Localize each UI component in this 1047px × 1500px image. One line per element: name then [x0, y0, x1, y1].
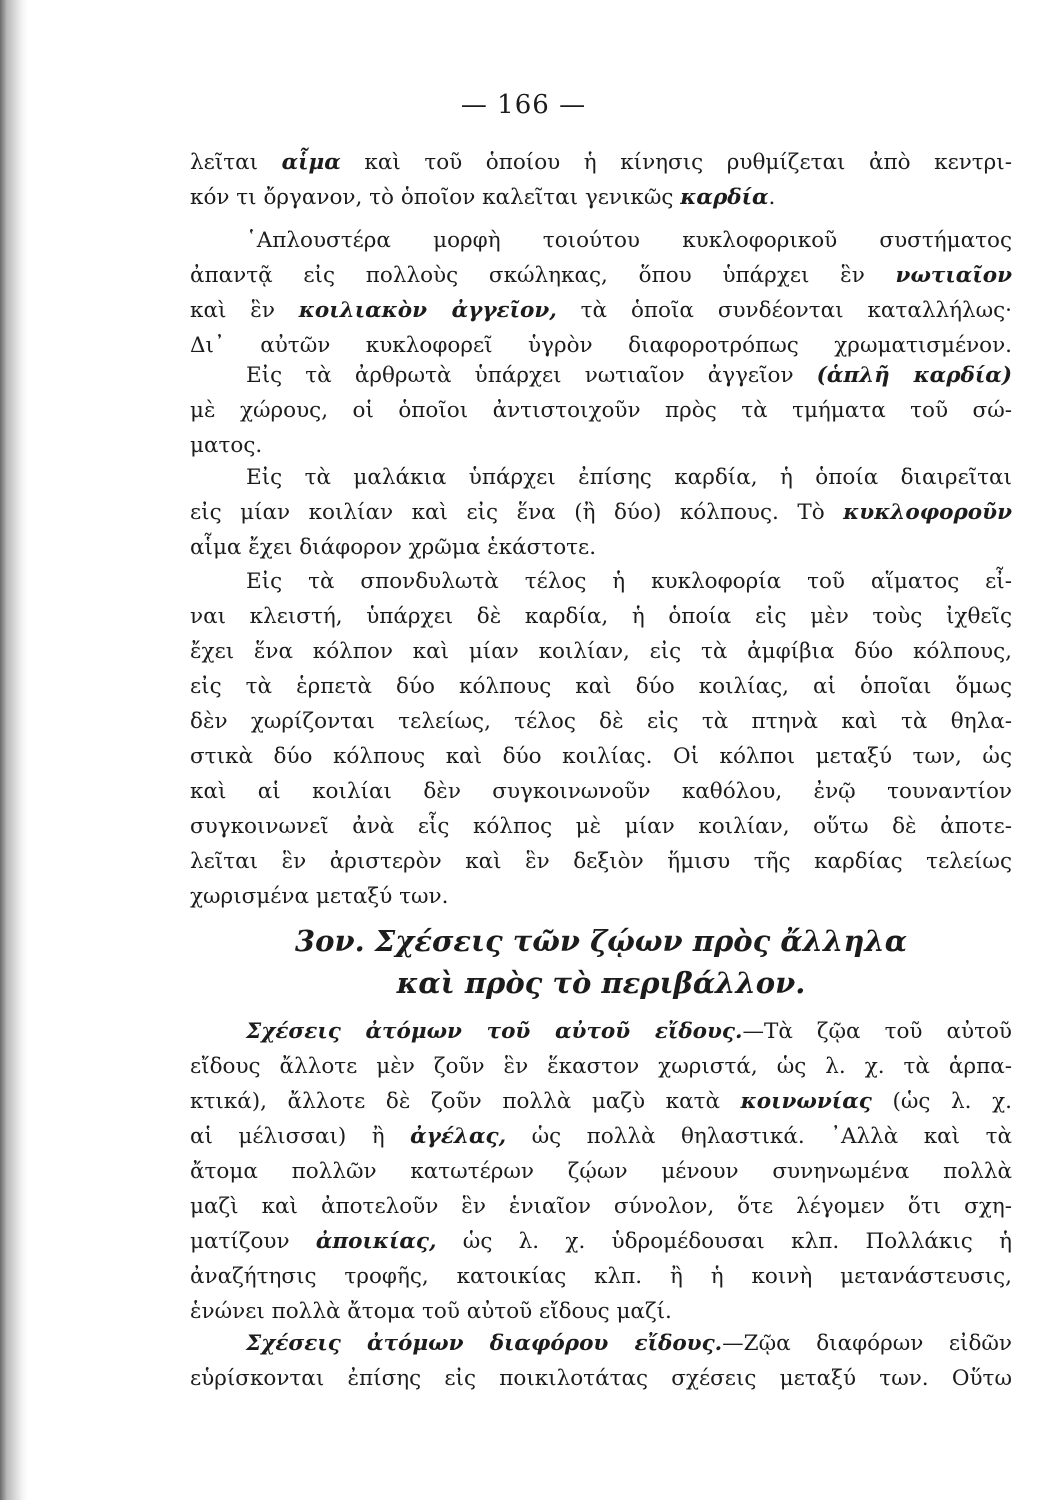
term-agelas: ἀγέλας,: [410, 1124, 507, 1149]
paragraph-vertebrates: [190, 564, 1012, 914]
paragraph-circulation-intro: [190, 145, 1012, 215]
subheading-same-species: Σχέσεις ἀτόμων τοῦ αὐτοῦ εἴδους.: [246, 1019, 743, 1044]
term-kardia: καρδία: [680, 185, 769, 210]
text-line: ἔχει ἕνα κόλπον καὶ μίαν κοιλίαν, εἰς τὰ ἀμφίβια δύο κόλπους,: [190, 639, 1012, 664]
text-line: εἴδους ἄλλοτε μὲν ζοῦν ἓν ἕκαστον χωριστά, ὡς λ. χ. τὰ ἁρπα-: [190, 1054, 1012, 1079]
term-apli-kardia: (ἁπλῆ καρδία): [816, 363, 1012, 388]
text-line: ματίζουν ἀποικίας, ὡς λ. χ. ὑδρομέδουσαι κλπ. Πολλάκις ἡ: [190, 1229, 1012, 1254]
text-line: ἄτομα πολλῶν κατωτέρων ζῴων μένουν συνηνωμένα πολλὰ: [190, 1159, 1012, 1184]
subheading-different-species: Σχέσεις ἀτόμων διαφόρου εἴδους.: [246, 1331, 723, 1356]
paragraph-arthropods: [190, 358, 1012, 463]
paragraph-different-species: [190, 1326, 1012, 1396]
text-line: Εἰς τὰ μαλάκια ὑπάρχει ἐπίσης καρδία, ἡ ὁποία διαιρεῖται: [246, 465, 1012, 490]
term-notiaion: νωτιαῖον: [895, 263, 1012, 288]
text-line: στικὰ δύο κόλπους καὶ δύο κοιλίας. Οἱ κόλποι μεταξύ των, ὡς: [190, 744, 1012, 769]
page-number: — 166 —: [460, 90, 587, 120]
text-line: εἰς μίαν κοιλίαν καὶ εἰς ἕνα (ἢ δύο) κόλπους. Τὸ κυκλοφοροῦν: [190, 500, 1012, 525]
text-line: εὑρίσκονται ἐπίσης εἰς ποικιλοτάτας σχέσεις μεταξύ των. Οὕτω: [190, 1366, 1012, 1391]
section-heading-line-1: 3ον. Σχέσεις τῶν ζῴων πρὸς ἄλληλα: [294, 924, 908, 958]
text-line: ναι κλειστή, ὑπάρχει δὲ καρδία, ἡ ὁποία εἰς μὲν τοὺς ἰχθεῖς: [190, 604, 1012, 629]
section-heading: [190, 920, 1012, 1004]
term-kykloforoun: κυκλοφοροῦν: [843, 500, 1012, 525]
text-line: κόν τι ὄργανον, τὸ ὁποῖον καλεῖται γενικῶς καρδία.: [190, 185, 776, 210]
page-binding-shadow: [0, 0, 28, 1500]
text-line: λεῖται ἓν ἀριστερὸν καὶ ἓν δεξιὸν ἥμισυ τῆς καρδίας τελείως: [190, 849, 1012, 874]
text-line: ἑνώνει πολλὰ ἄτομα τοῦ αὐτοῦ εἴδους μαζί.: [190, 1299, 672, 1324]
text-line: αἱ μέλισσαι) ἢ ἀγέλας, ὡς πολλὰ θηλαστικά. ᾿Αλλὰ καὶ τὰ: [190, 1124, 1012, 1149]
text-line: εἰς τὰ ἑρπετὰ δύο κόλπους καὶ δύο κοιλίας, αἱ ὁποῖαι ὅμως: [190, 674, 1012, 699]
text-line: χωρισμένα μεταξύ των.: [190, 884, 449, 909]
term-aima: αἷμα: [281, 150, 341, 175]
term-koiliakon-angeion: κοιλιακὸν ἀγγεῖον,: [298, 298, 557, 323]
text-line: Δι᾽ αὐτῶν κυκλοφορεῖ ὑγρὸν διαφοροτρόπως χρωματισμένον.: [190, 333, 1012, 358]
text-line: κτικά), ἄλλοτε δὲ ζοῦν πολλὰ μαζὺ κατὰ κοινωνίας (ὡς λ. χ.: [190, 1089, 1012, 1114]
term-apoikias: ἀποικίας,: [315, 1229, 437, 1254]
section-heading-line-2: καὶ πρὸς τὸ περιβάλλον.: [396, 966, 806, 1000]
text-line: Εἰς τὰ σπονδυλωτὰ τέλος ἡ κυκλοφορία τοῦ αἵματος εἶ-: [246, 569, 1012, 594]
text-line: μὲ χώρους, οἱ ὁποῖοι ἀντιστοιχοῦν πρὸς τὰ τμήματα τοῦ σώ-: [190, 398, 1012, 423]
text-line: καὶ ἓν κοιλιακὸν ἀγγεῖον, τὰ ὁποῖα συνδέονται καταλλήλως·: [190, 298, 1012, 323]
term-koinonias: κοινωνίας: [740, 1089, 872, 1114]
paragraph-molluscs: [190, 460, 1012, 565]
text-line: ῾Απλουστέρα μορφὴ τοιούτου κυκλοφορικοῦ συστήματος: [246, 228, 1012, 253]
text-line: ἀναζήτησις τροφῆς, κατοικίας κλπ. ἢ ἡ κοινὴ μετανάστευσις,: [190, 1264, 1012, 1289]
text-line: Σχέσεις ἀτόμων διαφόρου εἴδους.—Ζῷα διαφόρων εἰδῶν: [246, 1331, 1012, 1356]
paragraph-same-species: [190, 1014, 1012, 1329]
text-line: Σχέσεις ἀτόμων τοῦ αὐτοῦ εἴδους.—Τὰ ζῷα τοῦ αὐτοῦ: [246, 1019, 1012, 1044]
text-line: δὲν χωρίζονται τελείως, τέλος δὲ εἰς τὰ πτηνὰ καὶ τὰ θηλα-: [190, 709, 1012, 734]
text-line: Εἰς τὰ ἀρθρωτὰ ὑπάρχει νωτιαῖον ἀγγεῖον (ἁπλῆ καρδία): [246, 363, 1012, 388]
text-line: ματος.: [190, 433, 263, 458]
text-line: καὶ αἱ κοιλίαι δὲν συγκοινωνοῦν καθόλου, ἐνῷ τουναντίον: [190, 779, 1012, 804]
text-line: λεῖται αἷμα καὶ τοῦ ὁποίου ἡ κίνησις ρυθμίζεται ἀπὸ κεντρι-: [190, 150, 1012, 175]
text-line: συγκοινωνεῖ ἀνὰ εἷς κόλπος μὲ μίαν κοιλίαν, οὕτω δὲ ἀποτε-: [190, 814, 1012, 839]
text-line: ἀπαντᾷ εἰς πολλοὺς σκώληκας, ὅπου ὑπάρχει ἓν νωτιαῖον: [190, 263, 1012, 288]
text-line: αἷμα ἔχει διάφορον χρῶμα ἑκάστοτε.: [190, 535, 597, 560]
paragraph-simple-circulation: [190, 223, 1012, 363]
text-line: μαζὶ καὶ ἀποτελοῦν ἓν ἑνιαῖον σύνολον, ὅτε λέγομεν ὅτι σχη-: [190, 1194, 1012, 1219]
